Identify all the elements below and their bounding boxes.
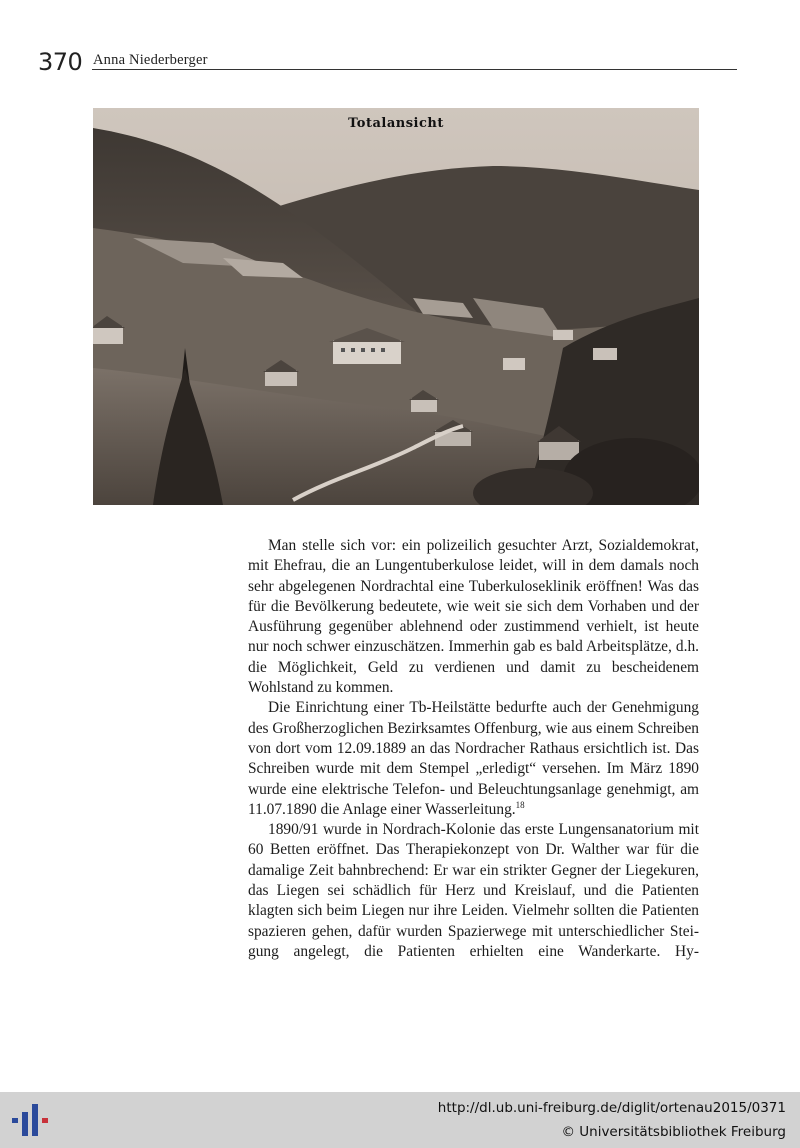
footer-copyright: © Universitätsbibliothek Freiburg [561,1124,786,1140]
header-rule [92,69,737,70]
source-link[interactable]: http://dl.ub.uni-freiburg.de/diglit/ortenau2015/0371 [437,1100,786,1116]
running-head: Anna Niederberger [93,52,208,68]
valley-landscape-image [93,108,699,505]
page-header [38,46,698,76]
paragraph-2-text: Die Einrichtung einer Tb-Heilstätte bedurfte auch der Genehmigung des Großherzoglichen Bezirksamtes Offenburg, wie aus einem Schreiben von dort vom 12.09.1889 an das Nordracher Rathaus ersichtlich ist. Das Schreiben wurde mit dem Stempel „erledigt“ versehen. Im März 1890 wurde eine elektrische Telefon- und Beleuchtungsanlage genehmigt, am 11.07.1890 die Anlage einer Wasserleitung. [248,699,699,818]
library-logo-icon [10,1100,50,1140]
paragraph-3: 1890/91 wurde in Nordrach-Kolonie das erste Lungensanatorium mit 60 Betten eröffnet. Das Therapiekonzept von Dr. Walther war für die damalige Zeit bahnbrechend: Er war ein strikter Gegner der Liegekuren, das Liegen sei schädlich für Herz und Kreislauf, und die Patienten klagten sich beim Liegen nur ihre Leiden. Vielmehr sollten die Patienten spazieren gehen, dafür wurden Spazierwege mit unterschiedlicher Steigung angelegt, die Patienten erhielten eine Wanderkarte. Hy- [248,821,699,960]
historic-photograph [93,108,699,505]
footer-url[interactable] [438,1100,786,1116]
photo-caption: Totalansicht [348,116,444,131]
page-number: 370 [38,48,83,76]
paragraph-1: Man stelle sich vor: ein polizeilich gesuchter Arzt, Sozialdemokrat, mit Ehefrau, die an Lungentuberkulose leidet, will in dem damals noch sehr abgelegenen Nordrachtal eine Tuberkuloseklinik eröffnen! Was das für die Bevölkerung bedeutete, wie weit sie sich dem Vorhaben und der Ausführung gegenüber ablehnend oder zustimmend verhielt, ist heute nur noch schwer einzuschätzen. Immerhin gab es bald Arbeitsplätze, d.h. die Möglichkeit, Geld zu verdienen und damit zu bescheidenem Wohlstand zu kommen. [248,537,699,697]
body-text [248,536,699,962]
paragraph-2 [248,698,699,820]
footer-bar [0,1092,800,1148]
footnote-reference[interactable]: 18 [515,799,525,810]
